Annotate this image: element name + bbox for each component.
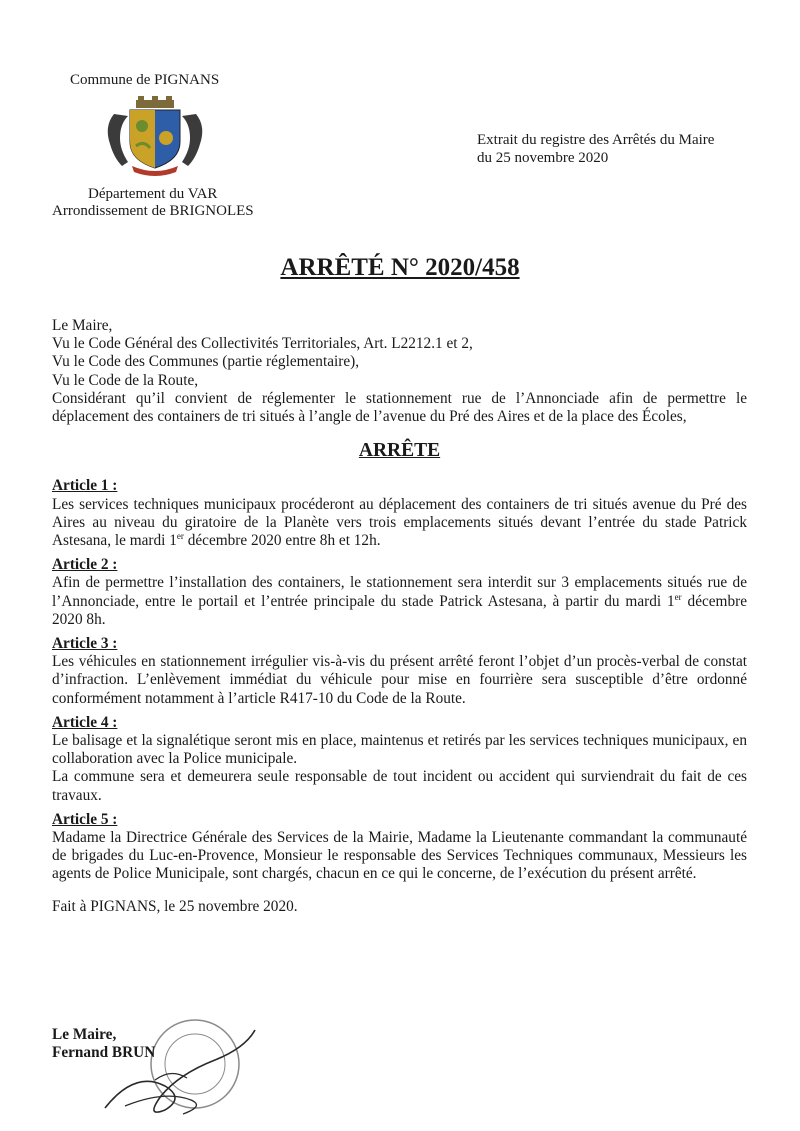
extract-line-2: du 25 novembre 2020 — [477, 150, 609, 166]
commune-name: Commune de PIGNANS — [70, 72, 220, 88]
preamble-maire: Le Maire, — [52, 317, 113, 334]
extract-line-1: Extrait du registre des Arrêtés du Maire — [477, 132, 715, 148]
article-2-heading: Article 2 : — [52, 556, 118, 574]
departement-label: Département du VAR — [88, 186, 218, 202]
signature-title: Le Maire, — [52, 1026, 117, 1043]
preamble-vu-1: Vu le Code Général des Collectivités Territoriales, Art. L2212.1 et 2, — [52, 335, 473, 353]
article-1-heading: Article 1 : — [52, 477, 118, 495]
signature-name: Fernand BRUN — [52, 1044, 156, 1062]
article-2-text: Afin de permettre l’installation des containers, le stationnement sera interdit sur 3 emplacements situés rue de l’Annonciade, entre le portail et l’entrée principale du stade Patrick Astesana, à partir du mardi 1er décembre 2020 8h. — [52, 574, 747, 628]
article-4-text-2: La commune sera et demeurera seule responsable de tout incident ou accident qui surviendrait du fait de ces travaux. — [52, 768, 747, 804]
document-body — [52, 317, 747, 916]
article-3-heading: Article 3 : — [52, 635, 118, 653]
fait-a-line: Fait à PIGNANS, le 25 novembre 2020. — [52, 897, 298, 915]
article-3-text: Les véhicules en stationnement irrégulier vis-à-vis du présent arrêté feront l’objet d’un procès-verbal de constat d’infraction. L’enlèvement immédiat du véhicule pour mise en fourrière sera susceptible d’être ordonné conformément notamment à l’article R417-10 du Code de la Route. — [52, 653, 747, 707]
document-title: ARRÊTÉ N° 2020/458 — [280, 254, 520, 281]
arrete-heading: ARRÊTE — [358, 440, 441, 462]
preamble-considerant: Considérant qu’il convient de réglementer le stationnement rue de l’Annonciade afin de permettre le déplacement des containers de tri situés à l’angle de l’avenue du Pré des Aires et de la place des Écoles, — [52, 389, 747, 426]
article-4-heading: Article 4 : — [52, 713, 118, 731]
signature-block — [52, 1026, 155, 1062]
preamble-vu-2: Vu le Code des Communes (partie réglementaire), — [52, 353, 360, 371]
article-1-text: Les services techniques municipaux procéderont au déplacement des containers de tri situés avenue du Pré des Aires au niveau du giratoire de la Planète vers trois emplacements situés devant l’entrée du stade Patrick Astesana, le mardi 1er décembre 2020 entre 8h et 12h. — [52, 495, 747, 550]
registry-extract — [477, 131, 714, 167]
arrondissement-label: Arrondissement de BRIGNOLES — [52, 203, 254, 219]
article-5-text: Madame la Directrice Générale des Services de la Mairie, Madame la Lieutenante commandant la communauté de brigades du Luc-en-Provence, Monsieur le responsable des Services Techniques communaux, Messieurs les agents de Police Municipale, sont chargés, chacun en ce qui le concerne, de l’exécution du présent arrêté. — [52, 829, 747, 883]
preamble-vu-3: Vu le Code de la Route, — [52, 371, 199, 389]
article-5-heading: Article 5 : — [52, 810, 118, 828]
coat-of-arms-logo — [100, 96, 210, 178]
article-4-text: Le balisage et la signalétique seront mis en place, maintenus et retirés par les services techniques municipaux, en collaboration avec la Police municipale. — [52, 732, 747, 768]
